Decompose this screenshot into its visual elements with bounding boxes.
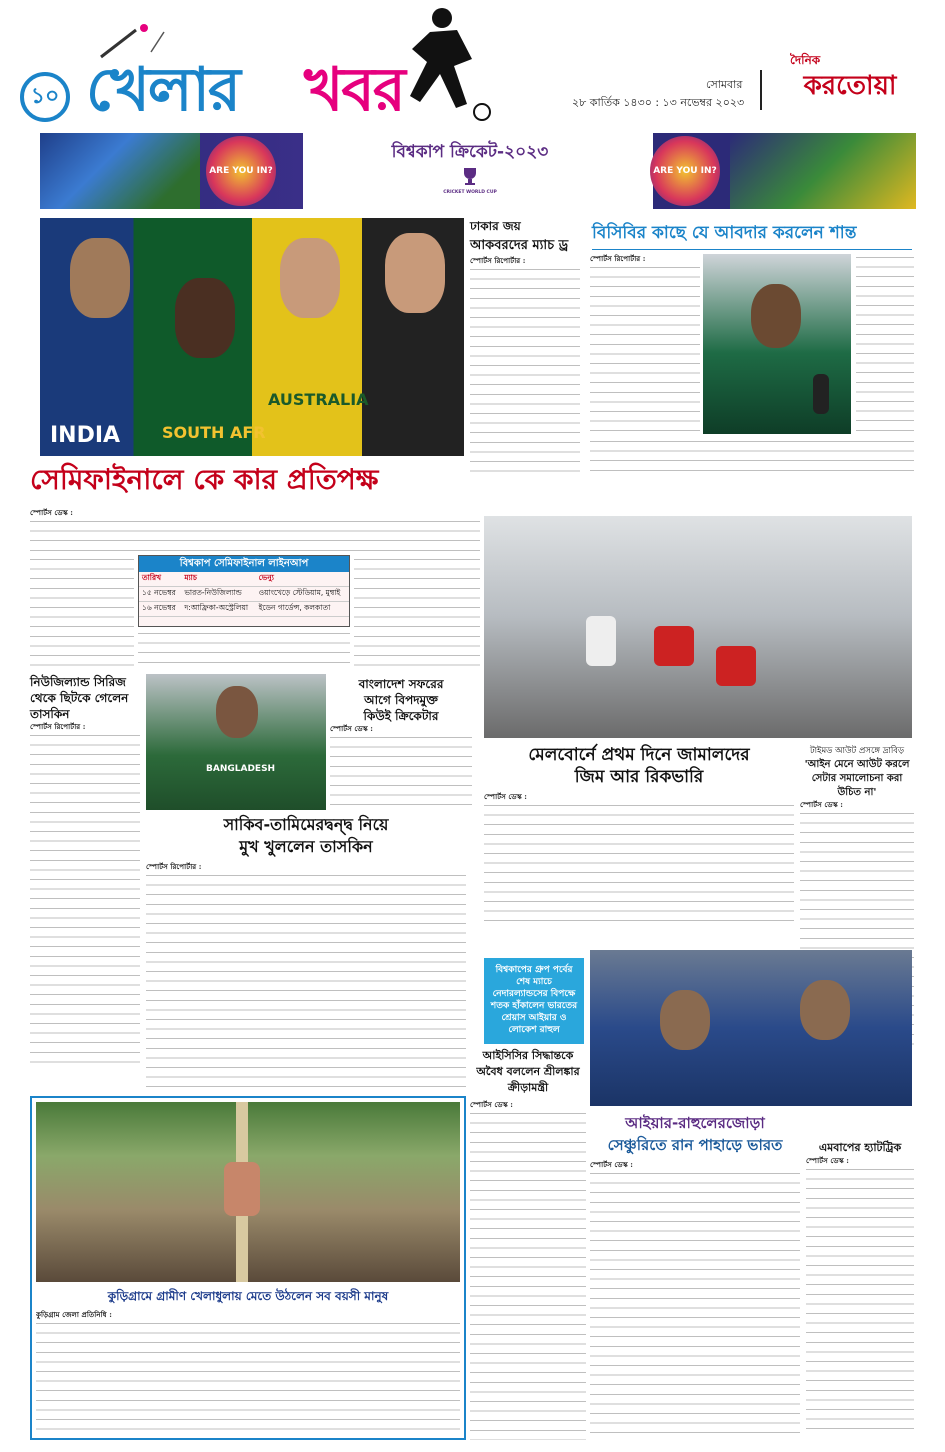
athlete-2 [716, 646, 756, 686]
player-sa-face [175, 278, 235, 358]
table-cell: ইডেন গার্ডেন্স, কলকাতা [256, 602, 349, 617]
shanto-headline-box [592, 218, 912, 250]
melbourne-headline [484, 744, 794, 788]
hattrick-byline: স্পোর্টস ডেস্ক : [806, 1156, 849, 1165]
icc-body [470, 1100, 586, 1440]
semifinal-text-top [30, 518, 480, 554]
taskin-injury-headline-l1: নিউজিল্যান্ড সিরিজ [30, 675, 126, 689]
semifinal-body-top [30, 508, 480, 554]
timeout-byline: স্পোর্টস ডেস্ক : [800, 800, 843, 809]
icc-headline-l1: আইসিসির সিদ্ধান্তকে [482, 1049, 574, 1062]
dhaka-kicker: ঢাকার জয় [470, 219, 521, 233]
player-nz-face [385, 233, 445, 313]
jersey-india-text: INDIA [50, 423, 121, 448]
dhaka-byline: স্পোর্টস রিপোর্টার : [470, 256, 526, 265]
player-india-face [70, 238, 130, 318]
melbourne-headline-l2: জিম আর রিকভারি [574, 767, 704, 787]
section-title-part2: খবর [304, 55, 404, 125]
athlete-3 [586, 616, 616, 666]
player-aus-face [280, 238, 340, 318]
jersey-aus-text: AUSTRALIA [268, 390, 369, 409]
dhaka-headline: আকবরদের ম্যাচ ড্র [470, 238, 569, 253]
lineup-table-header [139, 572, 349, 587]
melbourne-body [484, 792, 794, 942]
taskin-injury-text [30, 732, 140, 1064]
taskin-text [146, 872, 466, 1092]
gym-photo [484, 516, 912, 738]
date-line: ২৮ কার্তিক ১৪৩০ : ১৩ নভেম্বর ২০২৩ [572, 96, 745, 109]
lineup-table-body [139, 587, 349, 617]
hattrick-text [806, 1166, 914, 1436]
masthead [0, 0, 945, 130]
group-stage-box-text: বিশ্বকাপের গ্রুপ পর্বের শেষ ম্যাচে নেদারল্যান্ডসের বিপক্ষে শতক হাঁকালেন ভারতের শ্রেয়াস আইয়ার ও লোকেশ রাহুল [490, 965, 578, 1035]
timeout-headline-l2: 'আইন মেনে আউট করলে [804, 759, 910, 770]
paper-name-big: করতোয়া [803, 71, 897, 101]
player-2 [800, 980, 850, 1040]
melbourne-byline: স্পোর্টস ডেস্ক : [484, 792, 527, 801]
taskin-body [146, 862, 466, 1092]
shanto-face [751, 284, 801, 348]
player-1 [660, 990, 710, 1050]
semifinal-body-mid [138, 630, 350, 670]
shanto-body-col3 [856, 254, 914, 434]
icc-byline: স্পোর্টস ডেস্ক : [470, 1100, 513, 1109]
kiwi-headline-l2: আগে বিপদমুক্ত [364, 693, 438, 707]
banner-players-right-image [730, 133, 916, 209]
taskin-headline-l1: সাকিব-তামিমেরদ্বন্দ্ব নিয়ে [223, 815, 389, 834]
shanto-text-1 [590, 264, 700, 432]
semifinal-body-left [30, 556, 134, 666]
melbourne-headline-l1: মেলবোর্নে প্রথম দিনে জামালদের [528, 745, 750, 765]
hattrick-headline: এমবাপের হ্যাটট্রিক [818, 1141, 902, 1154]
table-row [139, 602, 349, 617]
iyer-headline [590, 1112, 800, 1156]
kurigram-text [36, 1320, 460, 1436]
timeout-headline-l1: টাইমড আউট প্রসঙ্গে দ্রাবিড় [809, 746, 905, 756]
captains-photo [40, 218, 464, 456]
taskin-face [216, 686, 258, 738]
trophy-icon [461, 166, 479, 186]
banner-players-left-image [40, 133, 200, 209]
kiwi-headline-l3: কিউই ক্রিকেটার [363, 709, 439, 723]
kurigram-body [36, 1310, 460, 1436]
cwc-logo-text: CRICKET WORLD CUP [443, 190, 497, 195]
dhaka-article [470, 218, 580, 474]
lineup-col-header: ভেন্যু [256, 572, 349, 587]
kurigram-photo [36, 1102, 460, 1282]
taskin-injury-byline: স্পোর্টস রিপোর্টার : [30, 722, 86, 731]
iyer-body [590, 1160, 800, 1440]
banner-badge-left-text: ARE YOU IN? [209, 166, 273, 176]
shanto-headline: বিসিবির কাছে যে আবদার করলেন শান্ত [592, 223, 857, 243]
kiwi-text [330, 734, 472, 814]
taskin-headline-l2: মুখ খুললেন তাসকিন [239, 837, 373, 856]
kiwi-headline-l1: বাংলাদেশ সফরের [358, 677, 444, 691]
iyer-headline-l2: সেঞ্চুরিতে রান পাহাড়ে ভারত [607, 1136, 783, 1154]
timeout-headline-l3: সেটার সমালোচনা করা [811, 773, 903, 784]
table-cell: ভারত-নিউজিল্যান্ড [181, 587, 255, 602]
group-stage-box [484, 958, 584, 1044]
taskin-article [146, 814, 466, 858]
icc-headline-l2: অবৈধ বললেন শ্রীলঙ্কার [476, 1065, 580, 1078]
shanto-body-col1 [590, 254, 700, 434]
lineup-table-title: বিশ্বকাপ সেমিফাইনাল লাইনআপ [139, 556, 349, 572]
page-number: ১০ [20, 72, 70, 122]
table-cell: দ:আফ্রিকা-অস্ট্রেলিয়া [181, 602, 255, 617]
icc-text [470, 1110, 586, 1440]
weekday: সোমবার [706, 78, 743, 91]
table-row [139, 587, 349, 602]
dhaka-body [470, 266, 580, 478]
kurigram-byline: কুড়িগ্রাম জেলা প্রতিনিধি : [36, 1310, 112, 1319]
hattrick-article [806, 1140, 914, 1440]
section-title-part1: খেলার [86, 55, 239, 125]
icc-headline-l3: ক্রীড়ামন্ত্রী [507, 1081, 549, 1094]
melbourne-text [484, 802, 794, 930]
banner-badge-left [206, 136, 276, 206]
shanto-byline: স্পোর্টস রিপোর্টার : [590, 254, 646, 263]
microphone-icon [813, 374, 829, 414]
table-cell: ওয়াংখেড়ে স্টেডিয়াম, মুম্বাই [256, 587, 349, 602]
paper-name [770, 52, 930, 100]
semifinal-byline: স্পোর্টস ডেস্ক : [30, 508, 73, 517]
paper-name-small: দৈনিক [790, 53, 821, 67]
semifinal-body-right [354, 556, 480, 670]
shanto-body-bottom [590, 438, 914, 478]
semifinal-headline: সেমিফাইনালে কে কার প্রতিপক্ষ [30, 463, 379, 496]
iyer-byline: স্পোর্টস ডেস্ক : [590, 1160, 633, 1169]
jersey-sa-text: SOUTH AFR [162, 423, 266, 442]
taskin-injury-headline-l2: থেকে ছিটকে গেলেন [30, 691, 129, 705]
iyer-text [590, 1170, 800, 1440]
taskin-injury-headline-l3: তাসকিন [30, 707, 70, 721]
taskin-photo [146, 674, 326, 810]
taskin-injury-article [30, 674, 140, 1074]
masthead-divider [760, 70, 762, 110]
banner-title: বিশ্বকাপ ক্রিকেট-২০২৩ [391, 142, 549, 162]
lineup-col-header: ম্যাচ [181, 572, 255, 587]
kurigram-headline: কুড়িগ্রামে গ্রামীণ খেলাধুলায় মেতে উঠলেন সব বয়সী মানুষ [107, 1289, 389, 1303]
climber [224, 1162, 260, 1216]
icc-headline [470, 1048, 586, 1096]
table-cell: ১৫ নভেম্বর [139, 587, 181, 602]
banner-badge-right [650, 136, 720, 206]
cwc-logo [440, 166, 500, 206]
taskin-byline: স্পোর্টস রিপোর্টার : [146, 862, 202, 871]
semifinal-lineup-table [138, 555, 350, 627]
banner-badge-right-text: ARE YOU IN? [653, 166, 717, 176]
kiwi-article [330, 676, 472, 816]
taskin-jersey-text: BANGLADESH [206, 764, 276, 774]
kiwi-byline: স্পোর্টস ডেস্ক : [330, 724, 373, 733]
shanto-photo [703, 254, 851, 434]
iyer-headline-l1: আইয়ার-রাহুলেরজোড়া [625, 1114, 765, 1132]
athlete-1 [654, 626, 694, 666]
table-cell: ১৬ নভেম্বর [139, 602, 181, 617]
iyer-rahul-photo [590, 950, 912, 1106]
timeout-headline-l4: উচিত না' [837, 787, 877, 798]
lineup-table [139, 572, 349, 617]
lineup-col-header: তারিখ [139, 572, 181, 587]
